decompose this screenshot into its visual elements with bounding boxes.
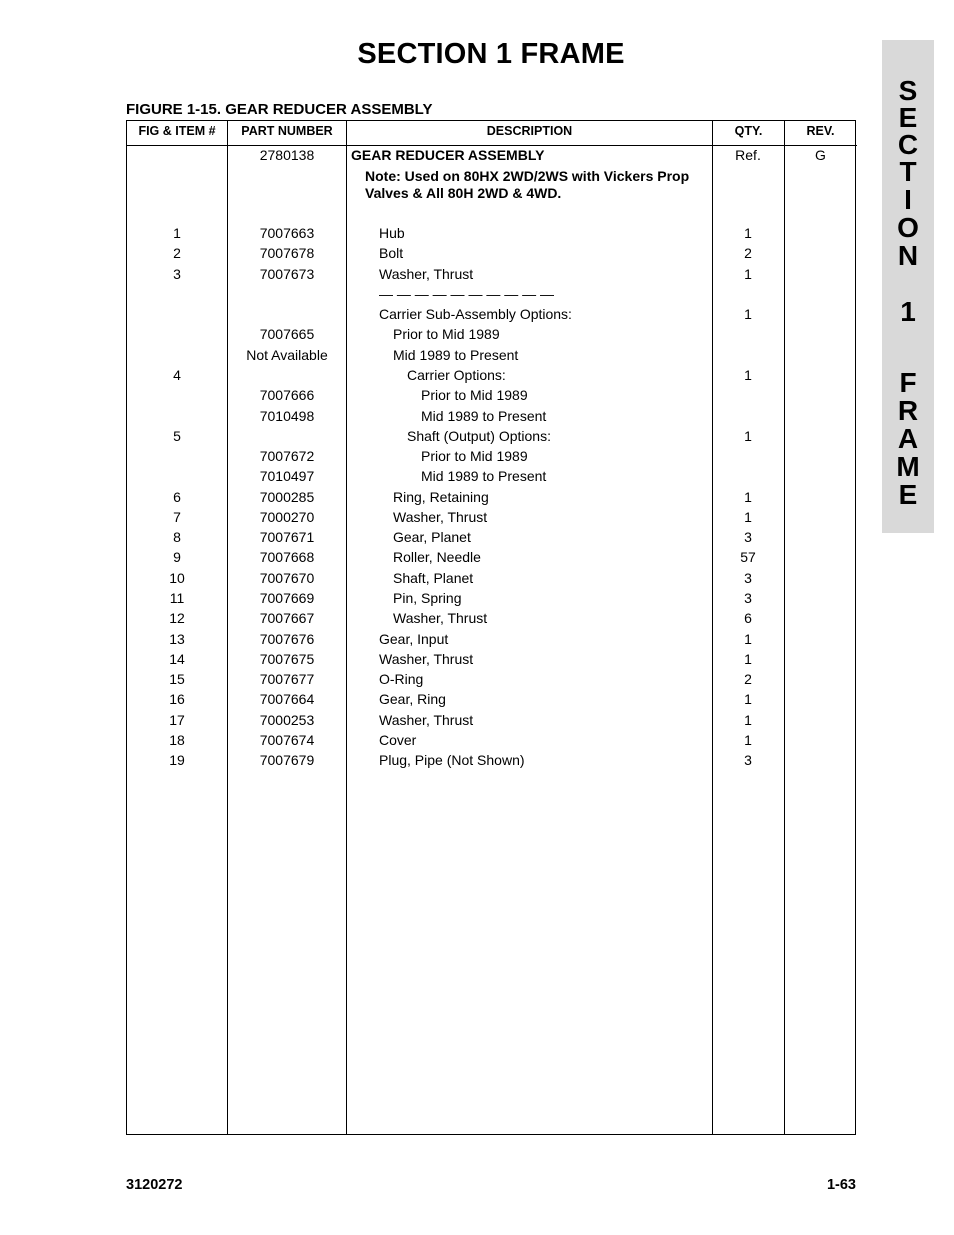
header-rev: REV. [806,124,835,138]
assembly-qty: Ref. [735,147,761,163]
side-tab-letter: 1 [900,296,916,327]
row-part-number: 7007671 [259,529,315,545]
side-tab-letter: C [897,129,919,160]
row-part-number: Not Available [246,347,328,363]
row-item-number: 10 [169,570,185,586]
row-item-number: 9 [173,549,181,565]
row-description: Hub [379,225,405,241]
row-qty: 1 [744,266,752,282]
column-divider [784,121,785,1135]
side-tab-letter: M [896,451,920,482]
side-tab-letter: T [899,156,917,187]
header-description: DESCRIPTION [486,124,573,138]
side-tab-letter: O [897,212,919,243]
header-part-number: PART NUMBER [241,124,333,138]
row-item-number: 13 [169,631,185,647]
row-item-number: 15 [169,671,185,687]
row-qty: 3 [744,529,752,545]
row-item-number: 4 [173,367,181,383]
row-item-number: 12 [169,610,185,626]
row-description: Pin, Spring [393,590,462,606]
row-qty: 3 [744,570,752,586]
row-qty: 1 [744,732,752,748]
row-qty: 57 [740,549,756,565]
row-part-number: 7007674 [259,732,315,748]
assembly-note-line-2: Valves & All 80H 2WD & 4WD. [365,185,562,201]
row-qty: 3 [744,752,752,768]
row-item-number: 7 [173,509,181,525]
footer-doc-number: 3120272 [126,1177,183,1193]
row-qty: 1 [744,225,752,241]
row-part-number: 7007664 [259,691,315,707]
row-qty: 2 [744,245,752,261]
row-qty: 1 [744,712,752,728]
row-item-number: 1 [173,225,181,241]
section-title: SECTION 1 FRAME [357,38,625,70]
side-tab-letter: E [898,479,918,510]
row-item-number: 8 [173,529,181,545]
column-divider [346,121,347,1135]
row-qty: 1 [744,651,752,667]
row-part-number: 7007676 [259,631,315,647]
row-qty: 1 [744,631,752,647]
row-part-number: 7007678 [259,245,315,261]
row-item-number: 6 [173,489,181,505]
row-description: Gear, Planet [393,529,471,545]
assembly-description: GEAR REDUCER ASSEMBLY [351,147,545,163]
figure-title: FIGURE 1-15. GEAR REDUCER ASSEMBLY [126,101,433,118]
side-tab-letter: N [897,240,919,271]
row-part-number: 7007672 [259,448,315,464]
row-description: Ring, Retaining [393,489,489,505]
row-description: Bolt [379,245,404,261]
side-tab-letter: E [898,102,918,133]
row-description: O-Ring [379,671,424,687]
row-part-number: 7007667 [259,610,315,626]
row-part-number: 7000270 [259,509,315,525]
row-item-number: 2 [173,245,181,261]
row-item-number: 5 [173,428,181,444]
row-part-number: 7000285 [259,489,315,505]
row-qty: 1 [744,367,752,383]
row-item-number: 16 [169,691,185,707]
assembly-note-line-1: Note: Used on 80HX 2WD/2WS with Vickers Prop [365,168,690,184]
row-part-number: 7007670 [259,570,315,586]
side-tab-letter: S [898,75,918,106]
row-description: Prior to Mid 1989 [421,387,528,403]
row-description: Shaft, Planet [393,570,474,586]
row-qty: 6 [744,610,752,626]
row-qty: 1 [744,509,752,525]
side-tab-letter: A [897,423,919,454]
row-description: Washer, Thrust [393,610,488,626]
row-description: Mid 1989 to Present [421,408,547,424]
row-description: Carrier Options: [407,367,506,383]
row-description: Shaft (Output) Options: [407,428,551,444]
header-qty: QTY. [734,124,763,138]
row-description: — — — — — — — — — — [379,286,555,302]
row-item-number: 17 [169,712,185,728]
section-side-tab [882,40,934,533]
row-qty: 1 [744,691,752,707]
row-qty: 2 [744,671,752,687]
row-qty: 1 [744,306,752,322]
row-item-number: 18 [169,732,185,748]
row-part-number: 7007669 [259,590,315,606]
row-description: Gear, Input [379,631,449,647]
row-description: Washer, Thrust [379,651,474,667]
row-qty: 1 [744,489,752,505]
row-qty: 1 [744,428,752,444]
row-description: Gear, Ring [379,691,446,707]
row-description: Carrier Sub-Assembly Options: [379,306,572,322]
row-description: Mid 1989 to Present [393,347,519,363]
row-item-number: 3 [173,266,181,282]
row-description: Prior to Mid 1989 [393,326,500,342]
row-qty: 3 [744,590,752,606]
row-item-number: 19 [169,752,185,768]
row-part-number: 7000253 [259,712,315,728]
row-description: Washer, Thrust [379,712,474,728]
row-description: Plug, Pipe (Not Shown) [379,752,525,768]
side-tab-letter: R [897,395,919,426]
row-item-number: 14 [169,651,185,667]
header-item: FIG & ITEM # [138,124,216,138]
row-description: Washer, Thrust [379,266,474,282]
row-part-number: 7007673 [259,266,315,282]
row-description: Roller, Needle [393,549,481,565]
row-part-number: 7007679 [259,752,315,768]
row-part-number: 7007675 [259,651,315,667]
header-divider [126,145,857,146]
side-tab-letter: F [899,367,917,398]
footer-page-number: 1-63 [826,1177,856,1193]
assembly-rev: G [815,147,826,163]
row-description: Washer, Thrust [393,509,488,525]
row-item-number: 11 [169,590,185,606]
row-description: Mid 1989 to Present [421,468,547,484]
row-part-number: 7007665 [259,326,315,342]
row-description: Cover [379,732,417,748]
row-part-number: 7007668 [259,549,315,565]
row-part-number: 7010497 [259,468,315,484]
row-part-number: 7007677 [259,671,315,687]
row-part-number: 7007663 [259,225,315,241]
row-description: Prior to Mid 1989 [421,448,528,464]
row-part-number: 7007666 [259,387,315,403]
row-part-number: 7010498 [259,408,315,424]
assembly-part-number: 2780138 [259,147,315,163]
side-tab-letter: I [904,184,912,215]
